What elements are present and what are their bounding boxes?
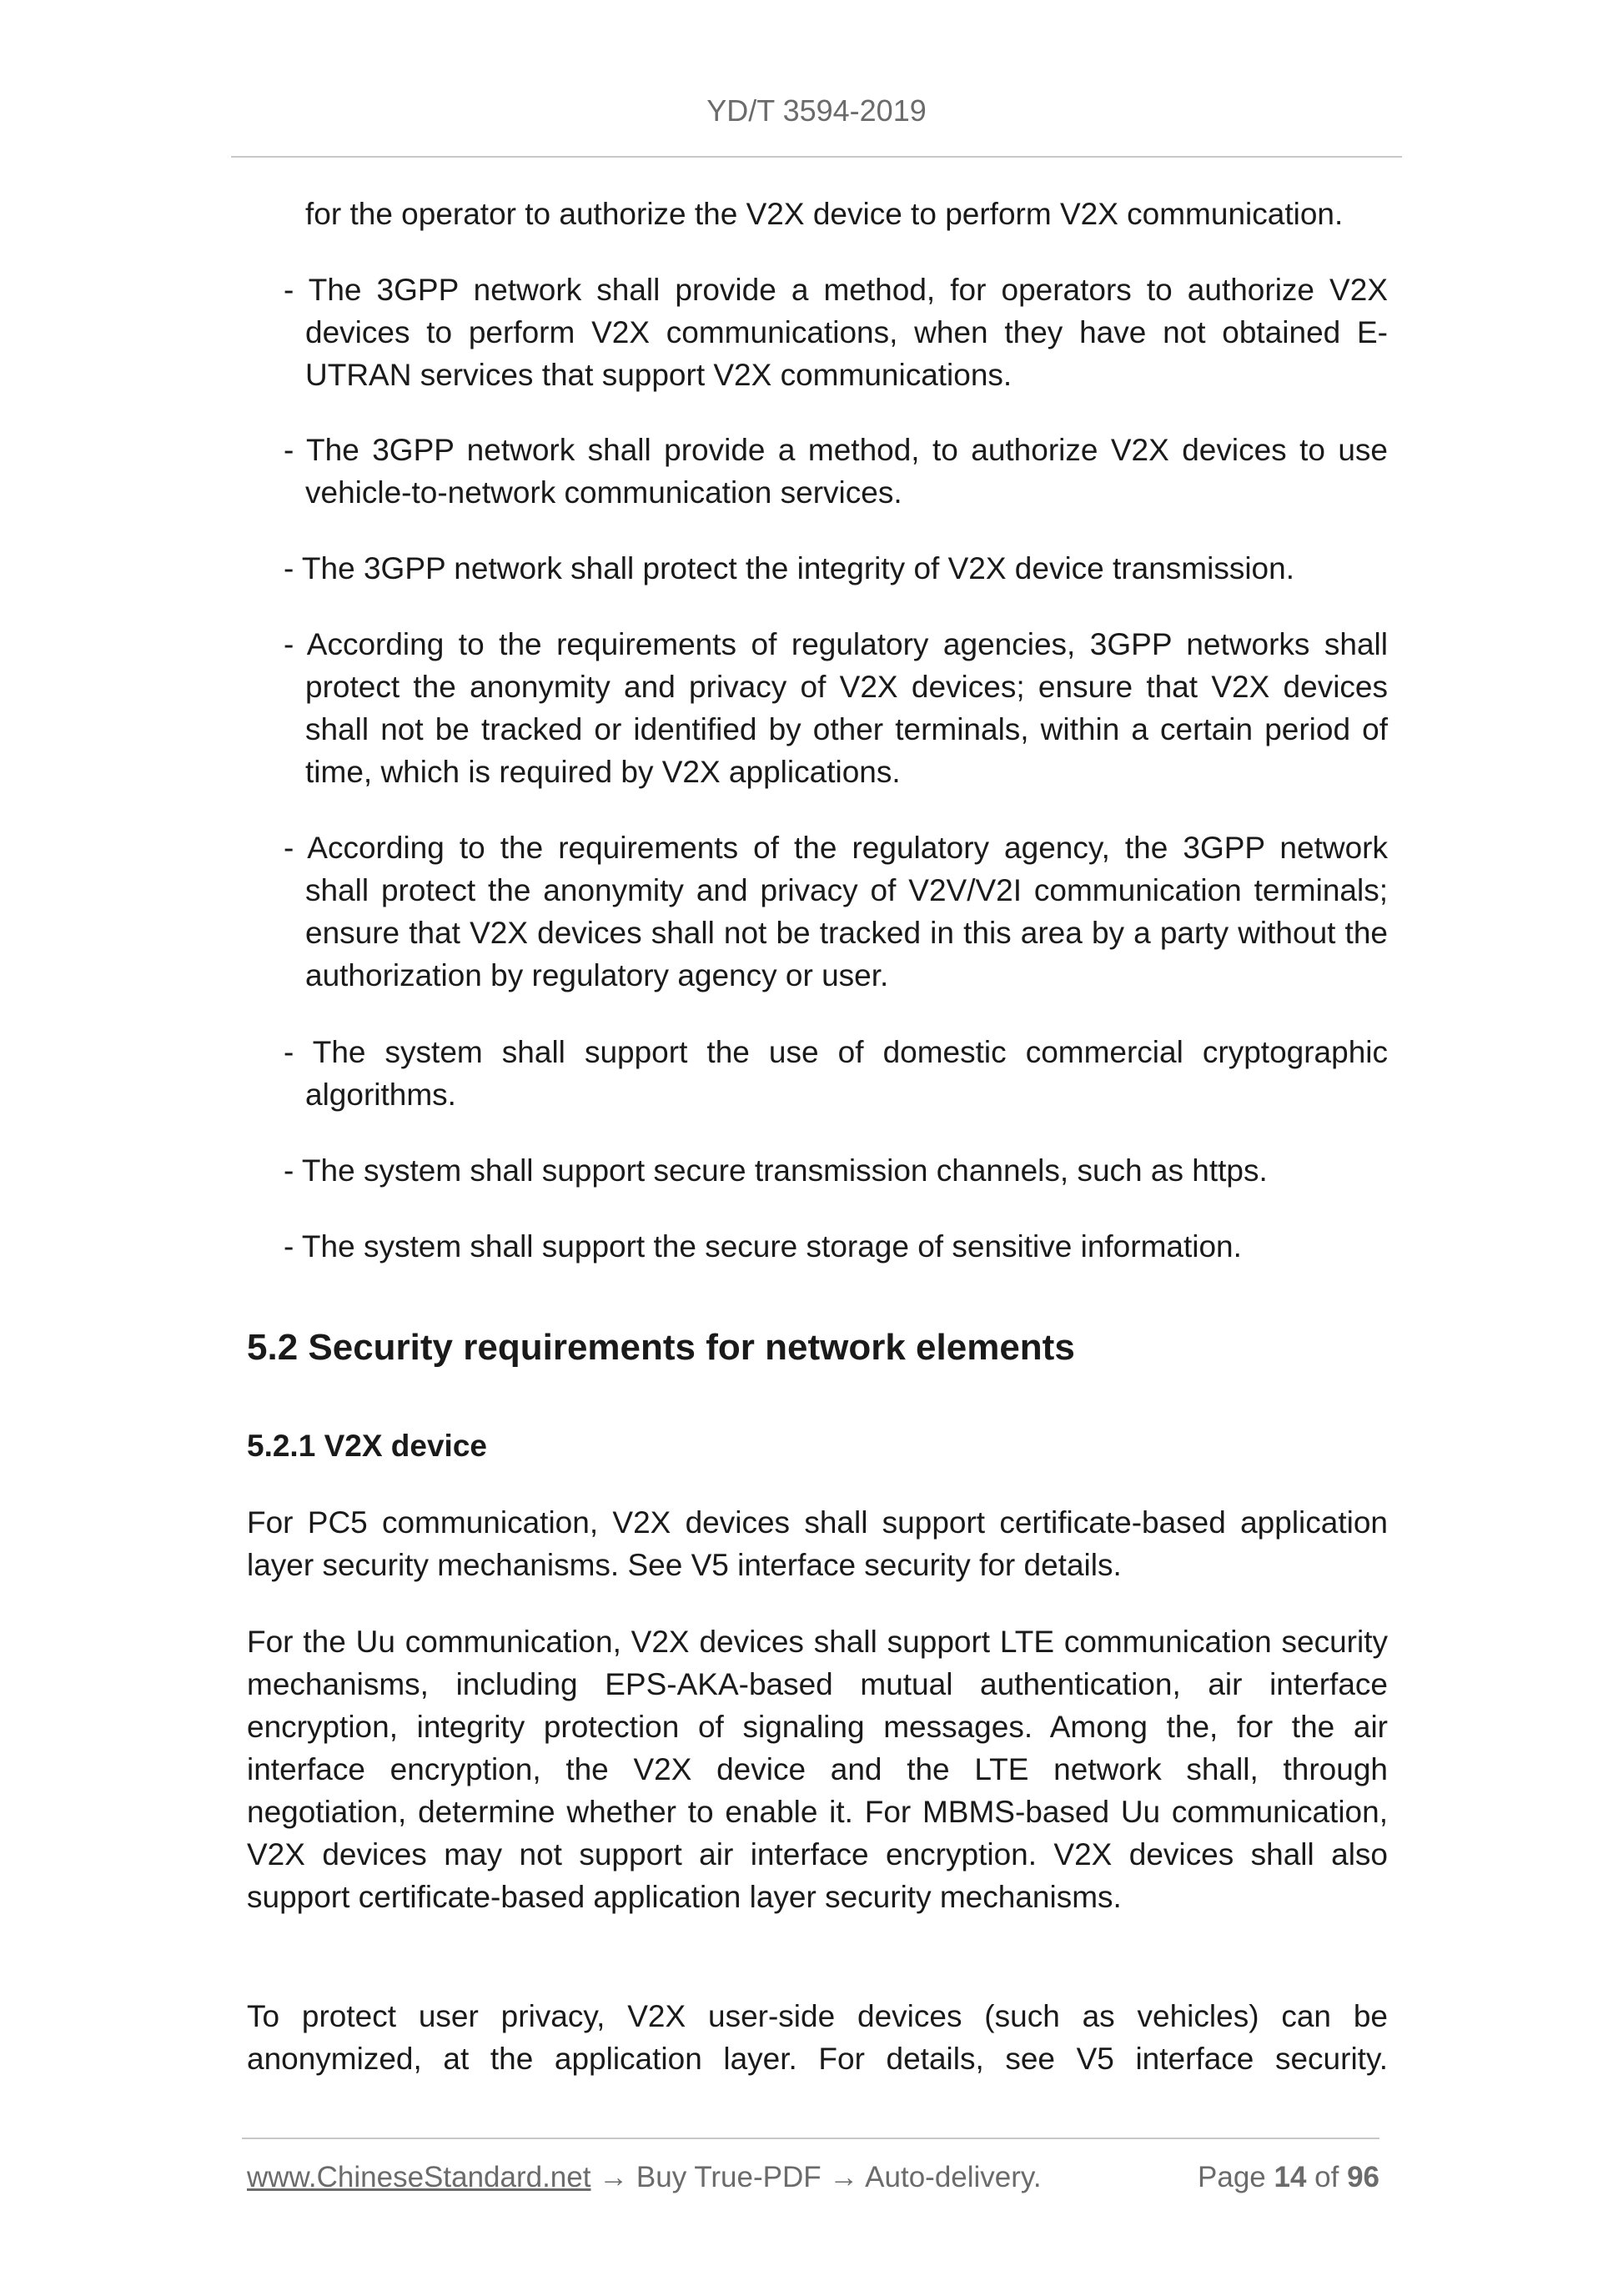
paragraph: For the Uu communication, V2X devices shall support LTE communication security mechanisms, including EPS-AKA-based mutual authentication, air interface encryption, integrity protection of signaling messages. Among the, for the air interface encryption, the V2X device and the LTE network shall, through negotiation, determine whether to enable it. For MBMS-based Uu communication, V2X devices may not support air interface encryption. V2X devices shall also support certificate-based application layer security mechanisms. xyxy=(247,1625,1388,1914)
footer-divider xyxy=(242,2138,1379,2139)
subsection-heading: 5.2.1 V2X device xyxy=(247,1429,487,1463)
bullet-item: - The system shall support the secure storage of sensitive information. xyxy=(284,1229,1242,1264)
footer-tagline: → Buy True-PDF → Auto-delivery. xyxy=(590,2161,1042,2193)
of-label: of xyxy=(1306,2161,1348,2193)
bullet-item: - The 3GPP network shall provide a method, for operators to authorize V2X devices to perform V2X communications, when they have not obtained E-UTRAN services that support V2X communications. xyxy=(284,273,1388,392)
page-label: Page xyxy=(1198,2161,1274,2193)
header-divider xyxy=(231,156,1402,158)
continuation-text: for the operator to authorize the V2X device to perform V2X communication. xyxy=(305,197,1344,231)
bullet-item: - According to the requirements of regulatory agencies, 3GPP networks shall protect the anonymity and privacy of V2X devices; ensure that V2X devices shall not be tracked or identified by other terminals, within a certain period of time, which is required by V2X applications. xyxy=(284,627,1388,789)
paragraph: To protect user privacy, V2X user-side devices (such as vehicles) can be anonymized, at the application layer. For details, see V5 interface security. xyxy=(247,1999,1388,2076)
bullet-item: - According to the requirements of the regulatory agency, the 3GPP network shall protect the anonymity and privacy of V2V/V2I communication terminals; ensure that V2X devices shall not be tracked in this area by a party without the authorization by regulatory agency or user. xyxy=(284,831,1388,992)
website-link[interactable]: www.ChineseStandard.net xyxy=(247,2161,591,2193)
current-page-number: 14 xyxy=(1274,2161,1307,2193)
page-header-standard-code: YD/T 3594-2019 xyxy=(706,93,927,128)
bullet-item: - The 3GPP network shall protect the integrity of V2X device transmission. xyxy=(284,551,1294,585)
section-heading: 5.2 Security requirements for network elements xyxy=(247,1327,1075,1368)
page-indicator xyxy=(1198,2160,1379,2195)
footer-promo xyxy=(247,2160,1042,2195)
bullet-item: - The 3GPP network shall provide a method, to authorize V2X devices to use vehicle-to-network communication services. xyxy=(284,433,1388,510)
bullet-item: - The system shall support the use of domestic commercial cryptographic algorithms. xyxy=(284,1035,1388,1112)
bullet-item: - The system shall support secure transmission channels, such as https. xyxy=(284,1153,1268,1188)
paragraph: For PC5 communication, V2X devices shall support certificate-based application layer security mechanisms. See V5 interface security for details. xyxy=(247,1505,1388,1582)
total-pages: 96 xyxy=(1347,2161,1379,2193)
